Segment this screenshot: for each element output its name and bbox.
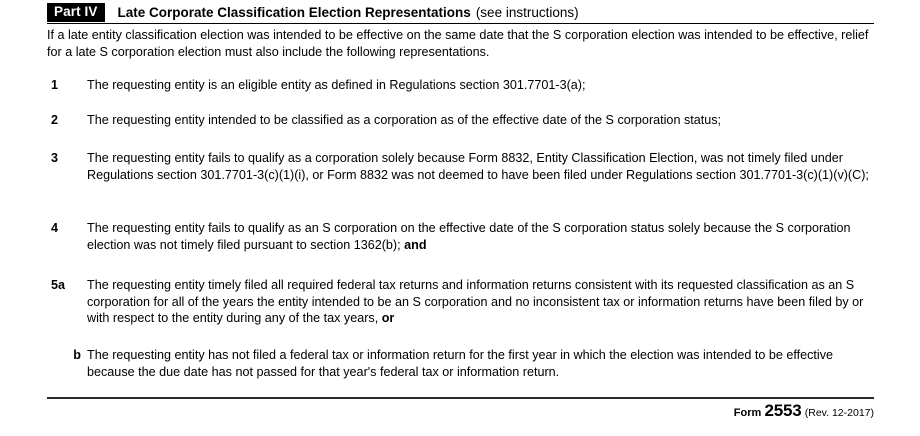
item-text <box>87 277 874 327</box>
part-title: Late Corporate Classification Election Representations <box>117 4 471 20</box>
representation-item-1 <box>47 77 874 94</box>
item-number: 2 <box>51 113 59 127</box>
representation-item-4 <box>47 220 874 253</box>
part-number-tag: Part IV <box>47 3 105 22</box>
item-text <box>87 220 874 253</box>
item-text: The requesting entity fails to qualify as a corporation solely because Form 8832, Entity Classification Election, was not timely filed under Regulations section 301.7701-3(c)(1)(i), or Form 8832 was not deemed to have been filed under Regulations section 301.7701-3(c)(1)(v)(C); <box>87 151 869 182</box>
item-text-main: The requesting entity fails to qualify as an S corporation on the effective date of the S corporation status solely because the S corporation election was not timely filed pursuant to section 1362(b); <box>87 221 851 252</box>
footer-revision-date: (Rev. 12-2017) <box>804 407 874 419</box>
item-text: The requesting entity is an eligible entity as defined in Regulations section 301.7701-3(a); <box>87 78 586 92</box>
item-number: 4 <box>51 221 59 235</box>
form-footer <box>733 401 874 420</box>
part-title-container <box>105 3 874 22</box>
part-header <box>47 3 874 22</box>
item-text-emphasis: and <box>404 237 427 252</box>
representation-item-5b <box>47 347 874 380</box>
item-number: 3 <box>51 151 59 165</box>
item-number: 5a <box>51 278 66 292</box>
item-text: The requesting entity intended to be classified as a corporation as of the effective date of the S corporation status; <box>87 113 722 127</box>
intro-paragraph: If a late entity classification election was intended to be effective on the same date that the S corporation election was intended to be effective, relief for a late S corporation election must also include the following representations. <box>47 28 869 59</box>
item-text-main: The requesting entity timely filed all required federal tax returns and information returns consistent with its requested classification as an S corporation for all of the years the entity intended to be an S corporation and no inconsistent tax or information returns have been filed by or with respect to the entity during any of the tax years, <box>87 278 864 325</box>
item-text-emphasis: or <box>381 311 395 325</box>
footer-form-label: Form <box>733 407 762 419</box>
footer-divider-rule <box>47 397 874 399</box>
representation-item-2 <box>47 112 874 129</box>
representation-item-3 <box>47 150 874 183</box>
item-text: The requesting entity has not filed a federal tax or information return for the first year in which the election was intended to be effective because the due date has not passed for that year's federal tax or information return. <box>87 348 834 379</box>
header-divider-rule <box>47 23 874 24</box>
item-number: b <box>73 348 81 362</box>
item-number: 1 <box>51 78 59 92</box>
footer-form-number: 2553 <box>764 401 802 420</box>
representation-item-5a <box>47 277 874 327</box>
part-title-instructions-note: (see instructions) <box>475 4 579 20</box>
